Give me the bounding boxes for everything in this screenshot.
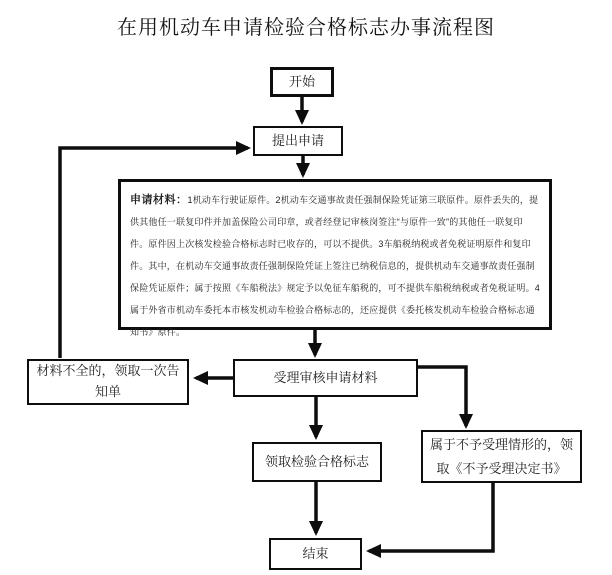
node-incomplete-notice-label: 材料不全的，领取一次告知单 (36, 363, 180, 399)
node-application-materials (118, 179, 552, 337)
materials-body: 1机动车行驶证原件。2机动车交通事故责任强制保险凭证第三联原件。原件丢失的，提供其他任一联复印件并加盖保险公司印章，或者经登记审核岗签注“与原件一致”的其他任一联复印件。原件因上次核发检验合格标志时已收存的，可以不提供。3车船税纳税或者免税证明原件和复印件。其中，在机动车交通事故责任强制保险凭证上签注已纳税信息的，提供机动车交通事故责任强制保险凭证原件；属于按照《车船税法》规定予以免征车船税的，可不提供车船税纳税或者免税证明。4属于外省市机动车委托本市核发机动车检验合格标志的，还应提供《委托核发机动车检验合格标志通知书》原件。 (130, 195, 541, 337)
page-title: 在用机动车申请检验合格标志办事流程图 (117, 17, 495, 39)
node-rejection-decision (421, 430, 582, 483)
arrow-review-to-reject (417, 367, 466, 426)
node-rejection-decision-label: 属于不予受理情形的，领取《不予受理决定书》 (429, 436, 573, 476)
node-submit-application (253, 126, 343, 156)
arrow-reject-to-end (369, 483, 493, 551)
node-start (270, 67, 334, 97)
node-receive-mark-label: 领取检验合格标志 (264, 453, 369, 469)
node-receive-mark (252, 442, 382, 482)
node-review-materials (233, 359, 418, 397)
materials-label: 申请材料： (130, 194, 188, 206)
node-incomplete-notice (27, 359, 189, 405)
node-start-label: 开始 (288, 73, 315, 89)
node-end-label: 结束 (302, 545, 329, 561)
node-review-materials-label: 受理审核申请材料 (273, 369, 378, 385)
node-end (269, 538, 362, 570)
node-submit-application-label: 提出申请 (271, 132, 324, 148)
